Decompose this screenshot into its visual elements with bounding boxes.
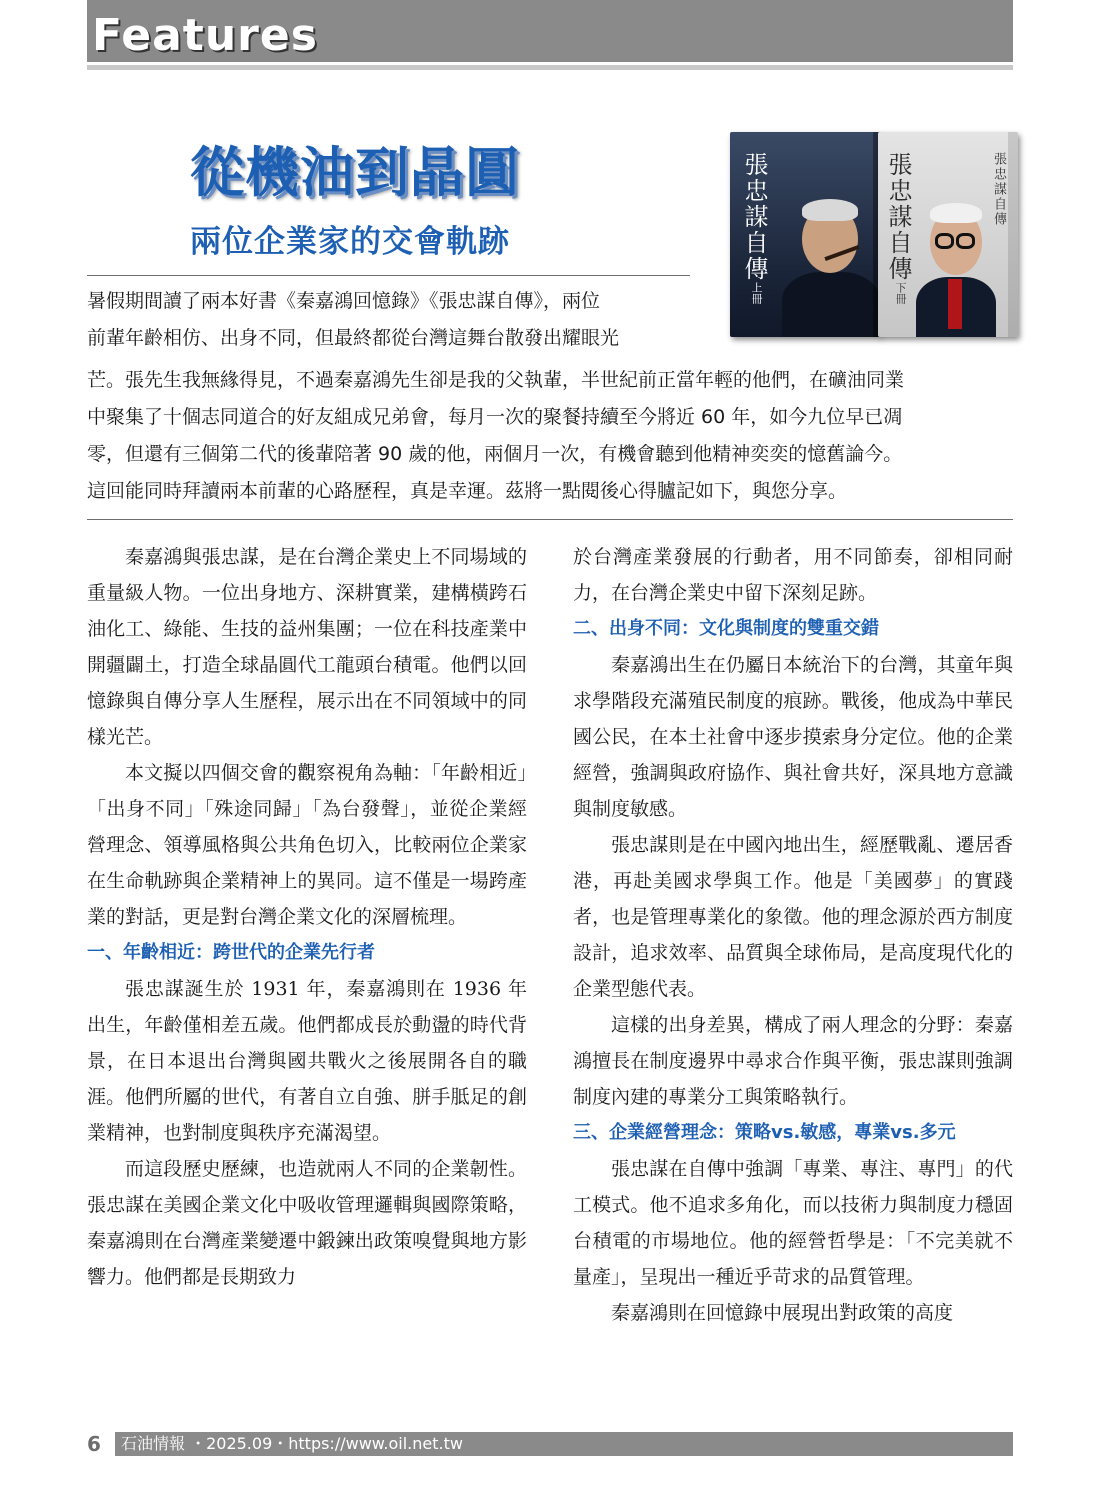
book-spine-text: 張忠謀自傳: [991, 152, 1006, 227]
article-title: 從機油到晶圓: [190, 141, 520, 204]
body-paragraph: 張忠謀誕生於 1931 年，秦嘉鴻則在 1936 年出生，年齡僅相差五歲。他們都成長於動盪的時代背景，在日本退出台灣與國共戰火之後展開各自的職涯。他們所屬的世代，有著自立自強、胼手胝足的創業精神，也對制度與秩序充滿渴望。: [87, 978, 527, 1144]
page-footer: [87, 1432, 1013, 1456]
book-cover-volume-2: [878, 132, 1018, 337]
page-number: 6: [87, 1432, 115, 1456]
body-paragraph: 秦嘉鴻與張忠謀，是在台灣企業史上不同場域的重量級人物。一位出身地方、深耕實業，建構橫跨石油化工、綠能、生技的益州集團；一位在科技產業中開疆闢土，打造全球晶圓代工龍頭台積電。他們以回憶錄與自傳分享人生歷程，展示出在不同領域中的同樣光芒。: [87, 546, 527, 748]
intro-line: 這回能同時拜讀兩本前輩的心路歷程，真是幸運。茲將一點閱後心得臚記如下，與您分享。: [87, 480, 848, 502]
body-paragraph: 於台灣產業發展的行動者，用不同節奏，卻相同耐力，在台灣企業史中留下深刻足跡。: [573, 546, 1013, 604]
book-cover-volume-1: [730, 132, 880, 337]
body-paragraph: 秦嘉鴻則在回憶錄中展現出對政策的高度: [611, 1302, 954, 1324]
body-paragraph: 本文擬以四個交會的觀察視角為軸：「年齡相近」「出身不同」「殊途同歸」「為台發聲」，並從企業經營理念、領導風格與公共角色切入，比較兩位企業家在生命軌跡與企業精神上的異同。這不僅是一場跨產業的對話，更是對台灣企業文化的深層梳理。: [87, 762, 527, 928]
book-cover-title-2: 張忠謀自傳: [884, 152, 912, 282]
body-paragraph: 張忠謀在自傳中強調「專業、專注、專門」的代工模式。他不追求多角化，而以技術力與制度力穩固台積電的市場地位。他的經營哲學是：「不完美就不量產」，呈現出一種近乎苛求的品質管理。: [573, 1158, 1013, 1288]
section-heading: 三、企業經營理念：策略vs.敏感，專業vs.多元: [573, 1122, 956, 1143]
book-cover-volume-label: 上冊: [750, 282, 763, 304]
portrait-image: [780, 177, 880, 337]
book-covers-image: [730, 132, 1020, 342]
body-paragraph: 這樣的出身差異，構成了兩人理念的分野：秦嘉鴻擅長在制度邊界中尋求合作與平衡，張忠謀則強調制度內建的專業分工與策略執行。: [573, 1014, 1013, 1108]
left-column: [87, 539, 527, 1295]
header-underline: [87, 65, 1013, 70]
body-paragraph: 秦嘉鴻出生在仍屬日本統治下的台灣，其童年與求學階段充滿殖民制度的痕跡。戰後，他成為中華民國公民，在本土社會中逐步摸索身分定位。他的企業經營，強調與政府協作、與社會共好，深具地方意識與制度敏感。: [573, 654, 1013, 820]
book-cover-volume-label-2: 下冊: [894, 282, 907, 304]
publication-info: 石油情報 ・2025.09・https://www.oil.net.tw: [121, 1434, 463, 1453]
intro-line: 零，但還有三個第二代的後輩陪著 90 歲的他，兩個月一次，有機會聽到他精神奕奕的憶舊論今。: [87, 443, 903, 465]
intro-divider: [87, 519, 1013, 520]
title-divider: [87, 275, 690, 276]
intro-line: 前輩年齡相仿、出身不同，但最終都從台灣這舞台散發出耀眼光: [87, 327, 620, 349]
article-subtitle: 兩位企業家的交會軌跡: [190, 224, 510, 260]
section-heading: 一、年齡相近：跨世代的企業先行者: [87, 942, 375, 963]
section-heading: 二、出身不同：文化與制度的雙重交錯: [573, 618, 879, 639]
section-title: Features: [92, 10, 318, 61]
right-column: [573, 539, 1013, 1331]
book-cover-title: 張忠謀自傳: [740, 152, 768, 282]
intro-line: 芒。張先生我無緣得見，不過秦嘉鴻先生卻是我的父執輩，半世紀前正當年輕的他們，在礦油同業: [87, 369, 905, 391]
body-paragraph: 張忠謀則是在中國內地出生，經歷戰亂、遷居香港，再赴美國求學與工作。他是「美國夢」的實踐者，也是管理專業化的象徵。他的理念源於西方制度設計，追求效率、品質與全球佈局，是高度現代化的企業型態代表。: [573, 834, 1013, 1000]
intro-line: 中聚集了十個志同道合的好友組成兄弟會，每月一次的聚餐持續至今將近 60 年，如今九位早已凋: [87, 406, 903, 428]
portrait-image-2: [916, 187, 996, 337]
body-paragraph: 而這段歷史歷練，也造就兩人不同的企業韌性。張忠謀在美國企業文化中吸收管理邏輯與國際策略，秦嘉鴻則在台灣產業變遷中鍛鍊出政策嗅覺與地方影響力。他們都是長期致力: [87, 1158, 527, 1288]
intro-line: 暑假期間讀了兩本好書《秦嘉鴻回憶錄》《張忠謀自傳》，兩位: [87, 290, 601, 312]
